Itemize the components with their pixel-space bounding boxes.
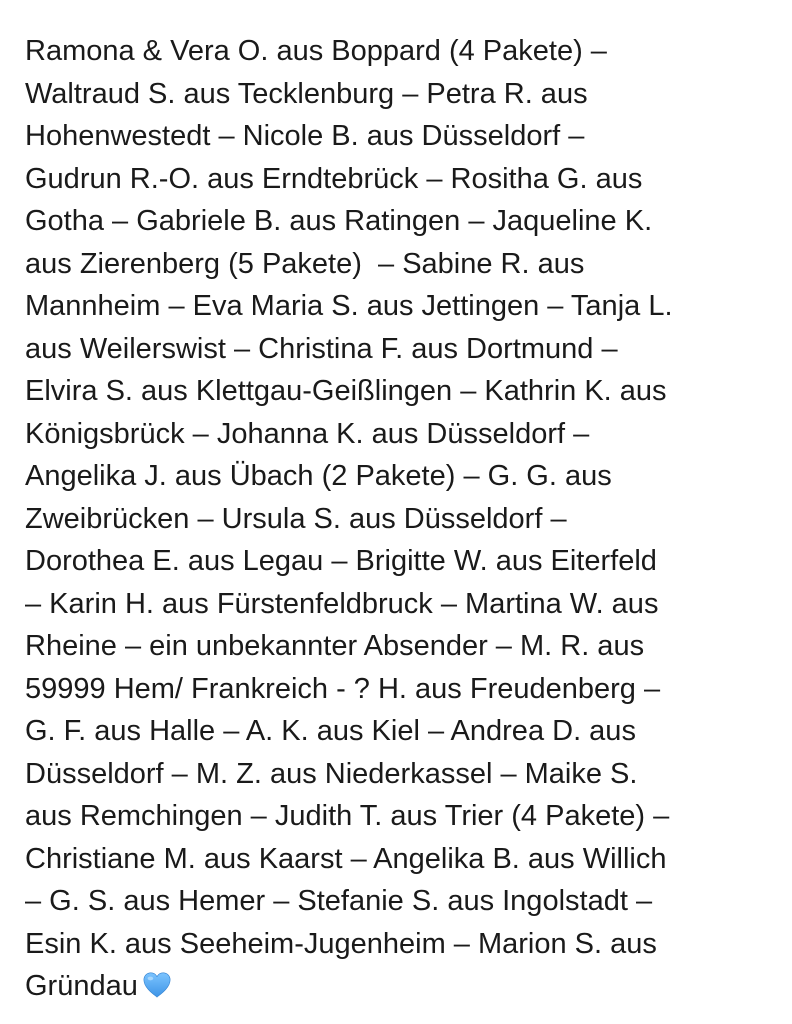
text-line: Gotha – Gabriele B. aus Ratingen – Jaqueline K. [25, 205, 653, 237]
blue-heart-icon [142, 970, 172, 1000]
text-line: Mannheim – Eva Maria S. aus Jettingen – Tanja L. [25, 290, 673, 322]
text-line: Ramona & Vera O. aus Boppard (4 Pakete) – [25, 35, 607, 67]
text-line: G. F. aus Halle – A. K. aus Kiel – Andrea D. aus [25, 715, 636, 747]
text-line: aus Weilerswist – Christina F. aus Dortmund – [25, 332, 618, 365]
text-line: Königsbrück – Johanna K. aus Düsseldorf – [25, 417, 590, 450]
last-text-line [25, 965, 775, 1008]
text-line: – Karin H. aus Fürstenfeldbruck – Martina W. aus [25, 587, 659, 620]
text-line: Düsseldorf – M. Z. aus Niederkassel – Maike S. [25, 757, 638, 790]
text-line: Hohenwestedt – Nicole B. aus Düsseldorf – [25, 120, 585, 152]
heart-shape [144, 973, 170, 997]
text-line: aus Zierenberg (5 Pakete) – Sabine R. aus [25, 247, 585, 280]
text-line: Rheine – ein unbekannter Absender – M. R. aus [25, 630, 645, 662]
text-line: Zweibrücken – Ursula S. aus Düsseldorf – [25, 502, 567, 535]
text-line: aus Remchingen – Judith T. aus Trier (4 Pakete) – [25, 800, 670, 832]
text-line: Dorothea E. aus Legau – Brigitte W. aus Eiterfeld [25, 545, 657, 577]
text-line: Christiane M. aus Kaarst – Angelika B. aus Willich [25, 842, 667, 875]
text-line: Waltraud S. aus Tecklenburg – Petra R. aus [25, 77, 588, 110]
text-line: Elvira S. aus Klettgau-Geißlingen – Kathrin K. aus [25, 375, 667, 407]
text-line-final: Gründau [25, 970, 138, 1002]
text-line: Angelika J. aus Übach (2 Pakete) – G. G. aus [25, 460, 612, 492]
post-text [25, 30, 775, 1008]
heart-highlight [147, 977, 153, 981]
text-line: Esin K. aus Seeheim-Jugenheim – Marion S. aus [25, 927, 657, 960]
text-line: Gudrun R.-O. aus Erndtebrück – Rositha G. aus [25, 162, 643, 195]
text-line: – G. S. aus Hemer – Stefanie S. aus Ingolstadt – [25, 885, 653, 917]
text-line: 59999 Hem/ Frankreich - ? H. aus Freudenberg – [25, 672, 661, 705]
